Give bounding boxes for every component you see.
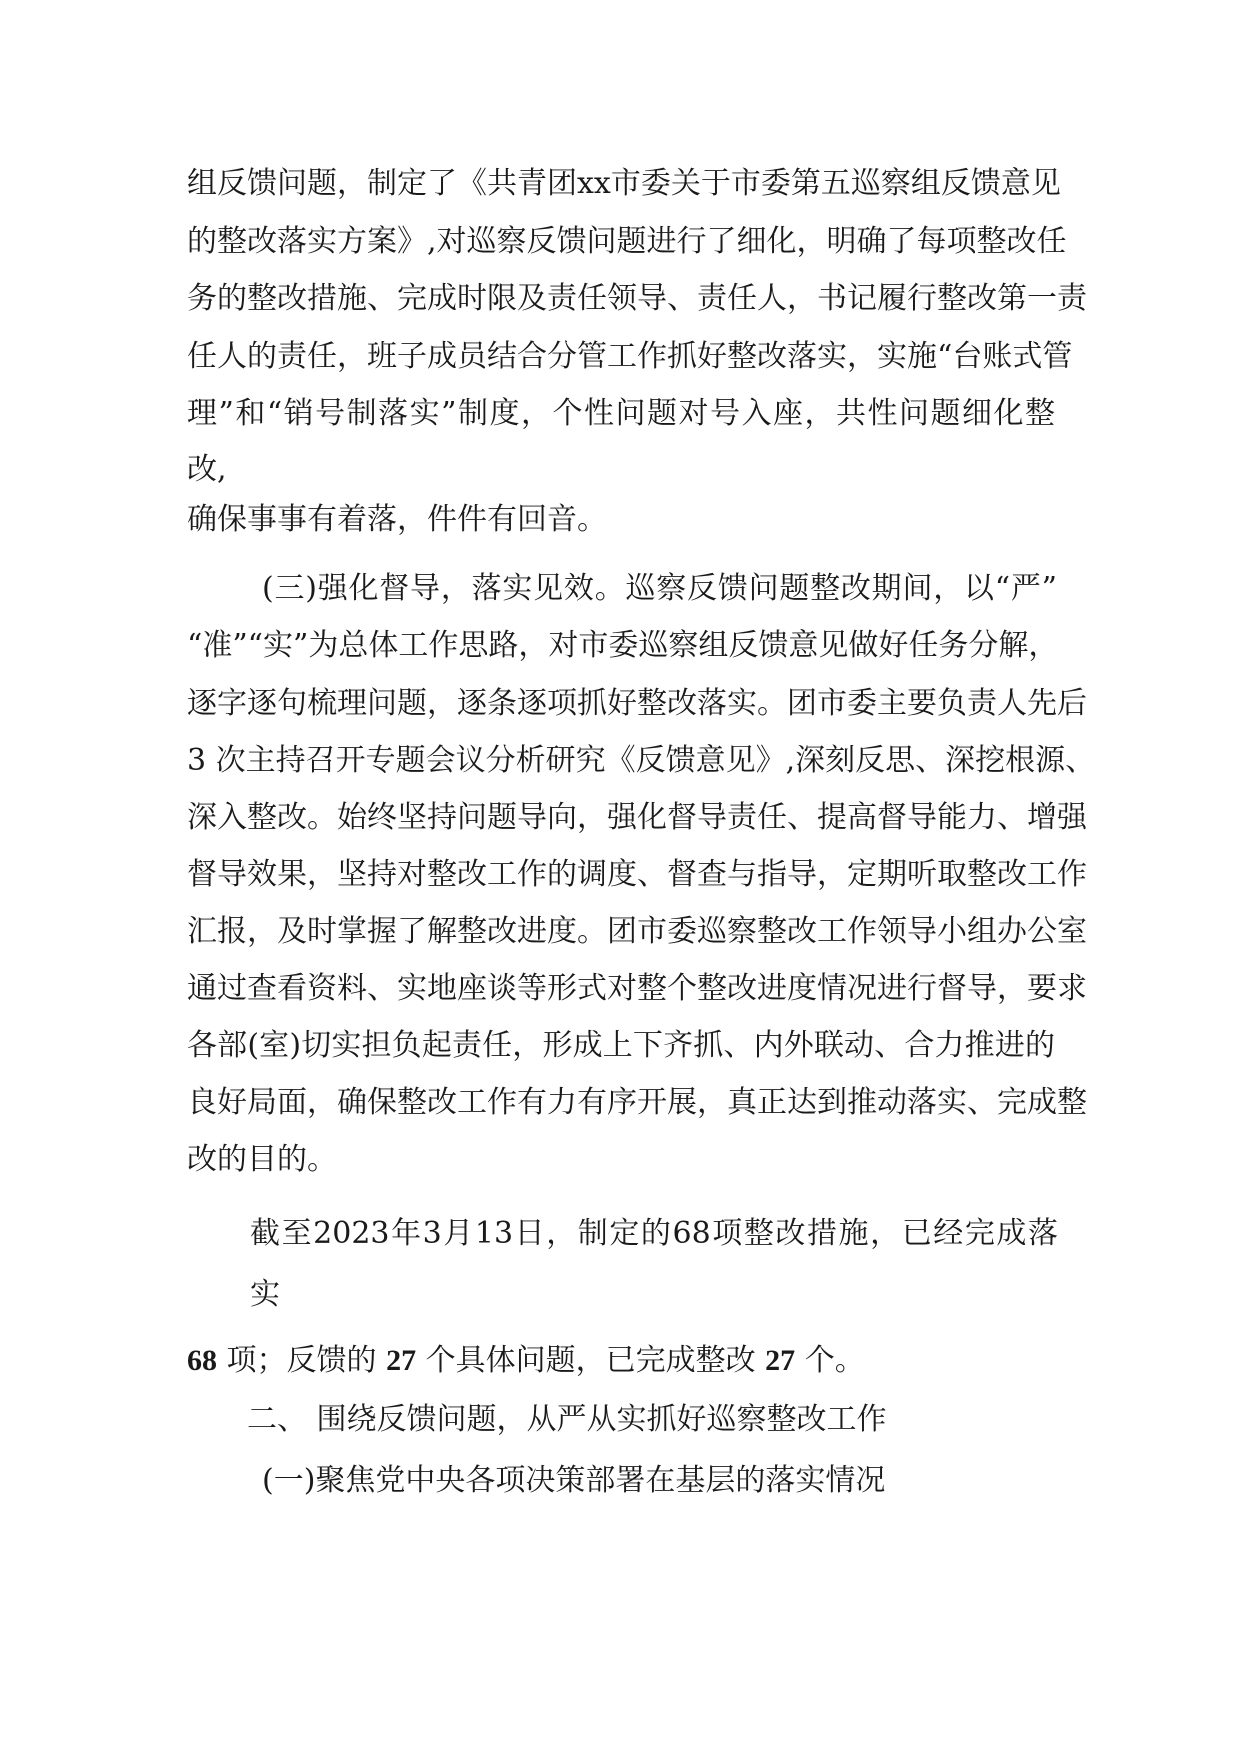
issues-count: 27 <box>386 1344 417 1377</box>
para3-text-b: 个具体问题，已完成整改 <box>416 1343 766 1378</box>
para2-line-1: (三)强化督导，落实见效。巡察反馈问题整改期间，以“严” <box>262 571 1057 606</box>
para3-text-c: 个。 <box>795 1343 865 1378</box>
para2-line-3: 逐字逐句梳理问题，逐条逐项抓好整改落实。团市委主要负责人先后 <box>187 686 1087 721</box>
para3-line-3 <box>187 1343 865 1379</box>
para2-line-6: 督导效果，坚持对整改工作的调度、督查与指导，定期听取整改工作 <box>187 857 1087 892</box>
para3-text-a: 项；反馈的 <box>217 1343 387 1378</box>
para1-line-5: 理”和“销号制落实”制度，个性问题对号入座，共性问题细化整 <box>187 396 1055 431</box>
para1-line-4: 任人的责任，班子成员结合分管工作抓好整改落实，实施“台账式管 <box>187 339 1073 374</box>
section-heading-2: 二、 围绕反馈问题，从严从实抓好巡察整改工作 <box>247 1402 887 1437</box>
para3-line-1: 截至2023年3月13日，制定的68项整改措施，已经完成落 <box>250 1216 1058 1251</box>
measures-completed-count: 68 <box>187 1344 217 1377</box>
para2-line-9: 各部(室)切实担负起责任，形成上下齐抓、内外联动、合力推进的 <box>187 1028 1055 1063</box>
para2-line-10: 良好局面，确保整改工作有力有序开展，真正达到推动落实、完成整 <box>187 1085 1087 1120</box>
subsection-heading-2-1: (一)聚焦党中央各项决策部署在基层的落实情况 <box>262 1463 886 1498</box>
issues-rectified-count: 27 <box>765 1344 796 1377</box>
para2-line-11: 改的目的。 <box>187 1142 337 1177</box>
para2-line-7: 汇报，及时掌握了解整改进度。团市委巡察整改工作领导小组办公室 <box>187 914 1087 949</box>
para2-line-2: “准”“实”为总体工作思路，对市委巡察组反馈意见做好任务分解， <box>187 628 1059 663</box>
para3-line-2: 实 <box>250 1277 280 1312</box>
para1-line-3: 务的整改措施、完成时限及责任领导、责任人，书记履行整改第一责 <box>187 281 1087 316</box>
para2-line-8: 通过查看资料、实地座谈等形式对整个整改进度情况进行督导，要求 <box>187 971 1087 1006</box>
para1-line-7: 确保事事有着落，件件有回音。 <box>187 502 607 537</box>
para1-line-2: 的整改落实方案》,对巡察反馈问题进行了细化，明确了每项整改任 <box>187 224 1067 259</box>
para1-line-6: 改, <box>187 452 227 487</box>
para1-line-1: 组反馈问题，制定了《共青团xx市委关于市委第五巡察组反馈意见 <box>187 166 1061 201</box>
para2-line-5: 深入整改。始终坚持问题导向，强化督导责任、提高督导能力、增强 <box>187 800 1087 835</box>
para2-line-4: 3 次主持召开专题会议分析研究《反馈意见》,深刻反思、深挖根源、 <box>187 743 1096 778</box>
